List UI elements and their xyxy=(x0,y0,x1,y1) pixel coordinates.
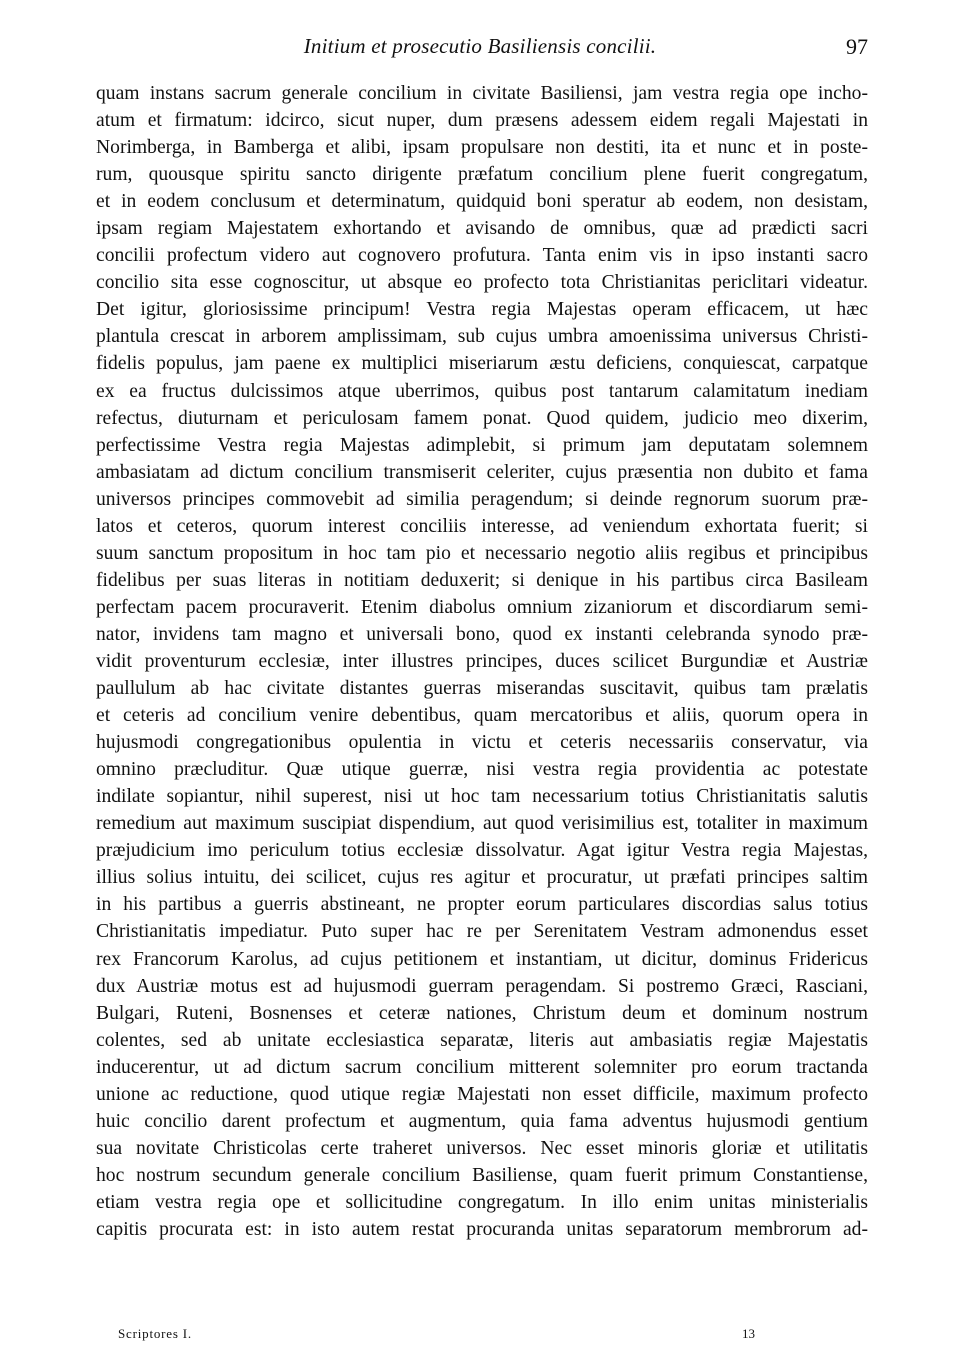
printer-signature: Scriptores I. xyxy=(118,1326,192,1341)
text-line: concilii profectum videro aut cognovero profutura. Tanta enim vis in ipso instanti sacro xyxy=(96,245,868,267)
text-line: præjudicium imo periculum totius ecclesiæ dissolvatur. Agat igitur Vestra regia Majestas, xyxy=(96,840,868,862)
page-number: 97 xyxy=(846,34,868,59)
text-line: in his partibus a guerris abstineant, ne propter eorum particulares discordias salus totius xyxy=(96,894,868,916)
text-line: ambasiatam ad dictum concilium transmiserit celeriter, cujus præsentia non dubito et fama xyxy=(96,461,868,483)
text-line: atum et firmatum: idcirco, sicut nuper, dum præsens adessem eidem regali Majestati in xyxy=(96,110,868,132)
text-line: indilate sopiantur, nihil superest, nisi ut hoc tam necessarium totius Christianitatis salutis xyxy=(96,786,868,808)
text-line: inducerentur, ut ad dictum sacrum concilium mitterent solemniter pro eorum tractanda xyxy=(96,1056,868,1078)
text-line: colentes, sed ab unitate ecclesiastica separatæ, literis aut ambasiatis regiæ Majestatis xyxy=(96,1029,868,1051)
text-line: paullulum ab hac civitate distantes guerras miserandas suscitavit, quibus tam prælatis xyxy=(96,678,868,700)
text-line: etiam vestra regia ope et sollicitudine congregatum. In illo enim unitas ministerialis xyxy=(96,1191,868,1213)
running-title: Initium et prosecutio Basiliensis concilii. xyxy=(303,34,657,58)
text-line: Det igitur, gloriosissime principum! Vestra regia Majestas operam efficacem, ut hæc xyxy=(96,299,868,321)
text-line: Norimberga, in Bamberga et alibi, ipsam propulsare non destiti, ita et nunc et in poste- xyxy=(96,137,868,159)
text-line: rum, quousque spiritu sancto dirigente præfatum concilium plene fuerit congregatum, xyxy=(96,164,868,186)
text-line: capitis procurata est: in isto autem restat procuranda unitas separatorum membrorum ad- xyxy=(96,1218,868,1240)
text-line: ex ea fructus dulcissimos atque uberrimos, quibus post tantarum calamitatum inediam xyxy=(96,380,868,402)
text-line: suum sanctum propositum in hoc tam pio et necessario negotio aliis regibus et principibus xyxy=(96,542,868,564)
text-line: sua novitate Christicolas certe traheret universos. Nec esset minoris gloriæ et utilitatis xyxy=(96,1137,868,1159)
text-line: omnino præcluditur. Quæ utique guerræ, nisi vestra regia providentia ac potestate xyxy=(96,759,868,781)
text-line: et in eodem conclusum et determinatum, quidquid boni speratur ab eodem, non desistam, xyxy=(96,191,868,213)
body-text xyxy=(96,80,868,1243)
text-line: fidelis populus, jam paene ex multiplici miseriarum æstu deficiens, conquiescat, carpatque xyxy=(96,353,868,375)
text-line: refectus, diuturnam et periculosam famem ponat. Quod quidem, judicio meo dixerim, xyxy=(96,407,868,429)
text-line: nator, invidens tam magno et universali bono, quod ex instanti celebranda synodo præ- xyxy=(96,623,868,645)
text-line: illius solius intuitu, dei scilicet, cujus res agitur et procuratur, ut præfati principes saltim xyxy=(96,867,868,889)
text-line: rex Francorum Karolus, ad cujus petitionem et instantiam, ut dicitur, dominus Fridericus xyxy=(96,948,868,970)
text-line: fidelibus per suas literas in notitiam deduxerit; si denique in his partibus circa Basileam xyxy=(96,569,868,591)
text-line: ipsam regiam Majestatem exhortando et avisando de omnibus, quæ ad prædicti sacri xyxy=(96,218,868,240)
text-line: latos et ceteros, quorum interest conciliis interesse, ad veniendum exhortata fuerit; si xyxy=(96,515,868,537)
text-line: dux Austriæ motus est ad hujusmodi guerram peragendam. Si postremo Græci, Rasciani, xyxy=(96,975,868,997)
text-line: Bulgari, Ruteni, Bosnenses et ceteræ nationes, Christum deum et dominum nostrum xyxy=(96,1002,868,1024)
text-line: hoc nostrum secundum generale concilium Basiliense, quam fuerit primum Constantiense, xyxy=(96,1164,868,1186)
text-line: hujusmodi congregationibus opulentia in victu et ceteris necessariis conservatur, via xyxy=(96,732,868,754)
text-line: concilio sita esse cognoscitur, ut absque eo profecto tota Christianitas periclitari videatur. xyxy=(96,272,868,294)
text-line: plantula crescat in arborem amplissimam, sub cujus umbra amoenissima universus Christi- xyxy=(96,326,868,348)
text-line: perfectam pacem procuraverit. Etenim diabolus omnium zizaniorum et discordiarum semi- xyxy=(96,596,868,618)
text-line: vidit proventurum ecclesiæ, inter illustres principes, duces scilicet Burgundiæ et Austriæ xyxy=(96,650,868,672)
sheet-number: 13 xyxy=(742,1326,755,1341)
page-footer xyxy=(0,1326,960,1346)
text-line: et ceteris ad concilium venire debentibus, quam mercatoribus et aliis, quorum opera in xyxy=(96,705,868,727)
running-head xyxy=(0,34,960,64)
text-line: quam instans sacrum generale concilium in civitate Basiliensi, jam vestra regia ope incho- xyxy=(96,83,868,104)
text-line: remedium aut maximum suscipiat dispendium, aut quod verisimilius est, totaliter in maximum xyxy=(96,813,868,835)
text-line: Christianitatis impediatur. Puto super hac re per Serenitatem Vestram admonendus esset xyxy=(96,921,868,943)
text-line: universos principes commovebit ad similia peragendum; si deinde regnorum suorum præ- xyxy=(96,488,868,510)
text-line: perfectissime Vestra regia Majestas adimplebit, si primum jam deputatam solemnem xyxy=(96,434,868,456)
text-line: unione ac reductione, quod utique regiæ Majestati non esset difficile, maximum profecto xyxy=(96,1083,868,1105)
text-line: huic concilio darent profectum et augmentum, quia fama adventus hujusmodi gentium xyxy=(96,1110,868,1132)
